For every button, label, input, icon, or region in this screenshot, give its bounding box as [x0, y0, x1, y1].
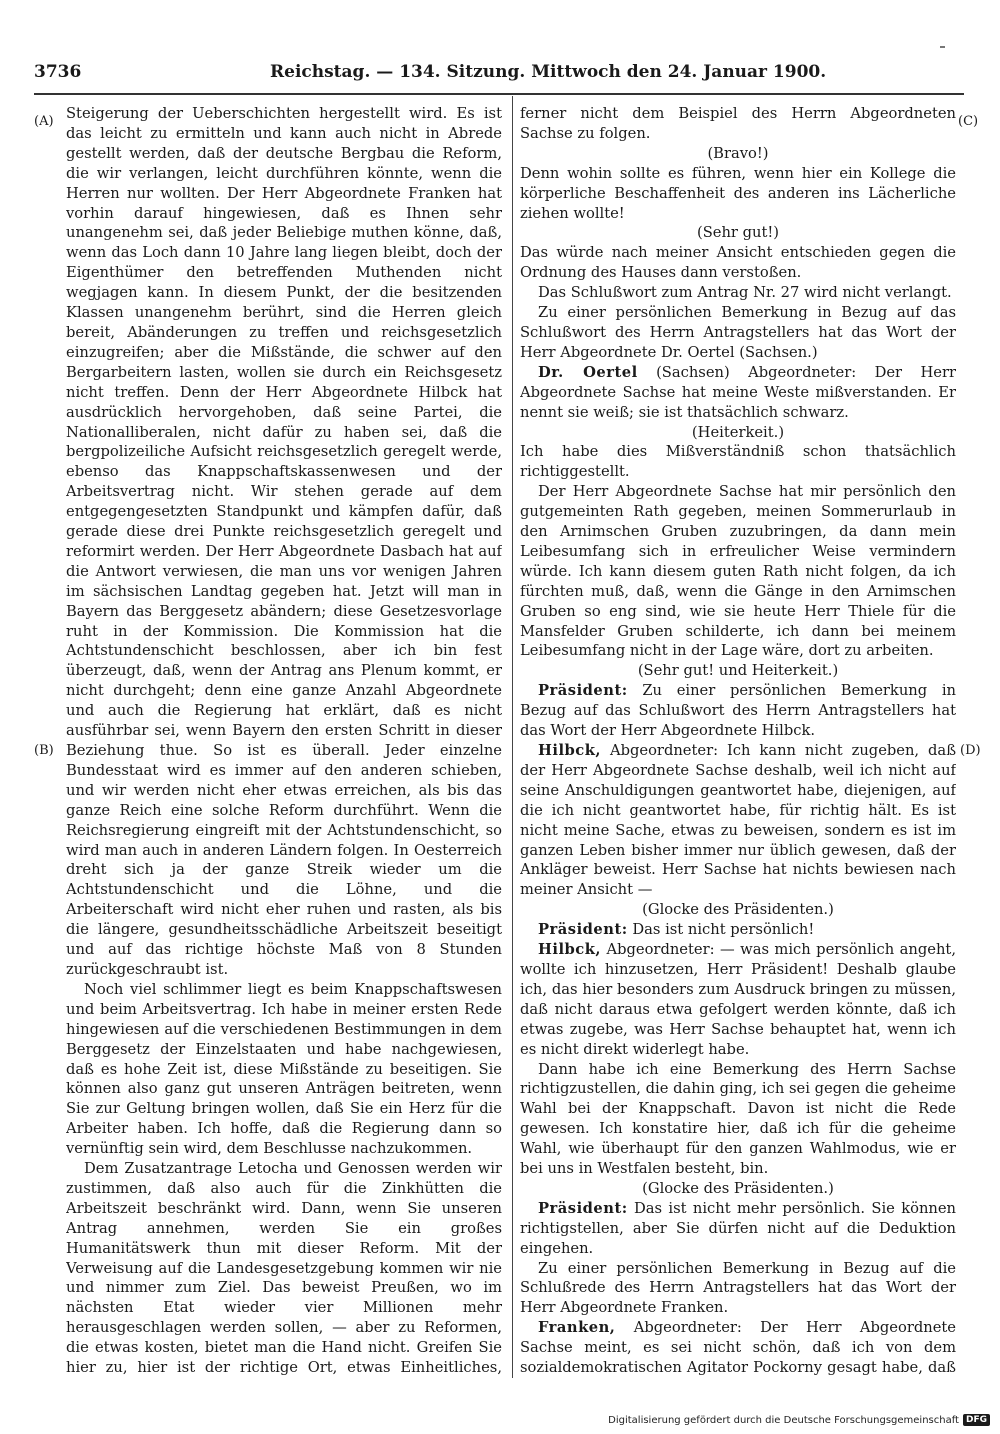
- paragraph: [520, 940, 956, 1059]
- paragraph: [66, 1159, 502, 1378]
- header-rule: [34, 93, 964, 95]
- margin-mark-a: (A): [34, 114, 54, 129]
- paragraph: [520, 303, 956, 363]
- paragraph: [66, 104, 502, 980]
- paragraph-text: Abgeordneter: Der Herr Abgeordnete Sachse meint, es sei nicht schön, daß ich von dem sozialdemokratischen Agitator Pockorny gesagt habe, daß: [520, 1319, 956, 1377]
- page-number: 3736: [34, 62, 82, 82]
- paragraph-text: (Glocke des Präsidenten.): [642, 901, 834, 919]
- column-divider: [512, 96, 513, 1378]
- margin-mark-b: (B): [34, 743, 54, 758]
- speaker-name: Hilbck,: [538, 941, 602, 959]
- right-column: [520, 104, 956, 1378]
- speaker-name: Franken,: [538, 1319, 616, 1337]
- paragraph: [520, 104, 956, 144]
- paragraph: [520, 1259, 956, 1319]
- paragraph: [520, 920, 956, 940]
- paragraph: [520, 1060, 956, 1179]
- page-header: [34, 60, 964, 90]
- paragraph-text: Zu einer persönlichen Bemerkung in Bezug auf das Schlußwort des Herrn Antragstellers hat das Wort der Herr Abgeordnete Dr. Oertel (Sachsen.): [520, 304, 956, 361]
- speaker-name: Präsident:: [538, 682, 628, 700]
- paragraph-text: Abgeordneter: — was mich persönlich angeht, wollte ich hinzusetzen, Herr Präsident! Deshalb glaube ich, das hier besonders zum Ausdruck bringen zu müssen, daß nicht daraus etwa gefolgert werden könnte, daß ich etwas zugebe, was Herr Sachse behauptet hat, wenn ich es nicht direkt widerlegt habe.: [520, 941, 956, 1058]
- paragraph-text: Zu einer persönlichen Bemerkung in Bezug auf das Schlußwort des Herrn Antragstellers hat das Wort der Herr Abgeordnete Hilbck.: [520, 682, 956, 740]
- scan-mark: [940, 46, 945, 48]
- paragraph-text: Dem Zusatzantrage Letocha und Genossen werden wir zustimmen, daß also auch für die Zinkhütten die Arbeitszeit beschränkt wird. Dann, wenn Sie unseren Antrag annehmen, werden Sie ein großes Humanitätswerk thun mit dieser Reform. Mit der Verweisung auf die Landesgesetzgebung kommen wir nie und nimmer zum Ziel. Das beweist Preußen, wo im nächsten Etat wieder vier Millionen mehr herausgeschlagen werden sollen, — aber zu Reformen, die etwas kosten, bietet man die Hand nicht. Greifen Sie hier zu, hier ist der richtige Ort, etwas Einheitliches,: [66, 1160, 502, 1377]
- speaker-name: Dr. Oertel: [538, 363, 638, 381]
- paragraph-text: (Sehr gut!): [696, 224, 780, 242]
- left-column: [66, 104, 502, 1378]
- paragraph-text: Abgeordneter: Ich kann nicht zugeben, daß der Herr Abgeordnete Sachse deshalb, weil ich nicht auf seine Anschuldigungen geantwortet habe, diejenigen, auf die ich nicht geantwortet habe, für richtig hält. Es ist nicht meine Sache, etwas zu beweisen, sondern es ist im ganzen Leben bisher immer nur üblich gewesen, daß der Ankläger beweist. Herr Sachse hat nichts bewiesen nach meiner Ansicht —: [520, 742, 956, 899]
- paragraph: [520, 442, 956, 482]
- paragraph: [520, 223, 956, 243]
- paragraph: [520, 681, 956, 741]
- paragraph: [520, 1179, 956, 1199]
- paragraph-text: Noch viel schlimmer liegt es beim Knappschaftswesen und beim Arbeitsvertrag. Ich habe in meiner ersten Rede hingewiesen auf die verschiedenen Bestimmungen in dem Berggesetz der Einzelstaaten und habe nachgewiesen, daß es hohe Zeit ist, diese Mißstände zu beseitigen. Sie können also ganz gut unseren Anträgen beitreten, wenn Sie zur Geltung bringen wollen, daß Sie ein Herz für die Arbeiter haben. Ich hoffe, daß die Regierung dann so vernünftig sein wird, dem Beschlusse nachzukommen.: [66, 980, 502, 1158]
- paragraph: [66, 980, 502, 1159]
- paragraph: [520, 900, 956, 920]
- paragraph-text: Steigerung der Ueberschichten hergestellt wird. Es ist das leicht zu ermitteln und kann auch nicht in Abrede gestellt werden, daß der deutsche Bergbau die Reform, die wir verlangen, leicht durchführen könnte, wenn die Herren nur wollten. Der Herr Abgeordnete Franken hat vorhin darauf hingewiesen, daß es Ihnen sehr unangenehm sei, daß jeder Beliebige muthen könne, daß, wenn das Loch dann 10 Jahre lang liegen bleibt, doch der Eigenthümer den betreffenden Muthenden nicht wegjagen kann. In diesem Punkt, der die besitzenden Klassen unangenehm berührt, sind die Herren gleich bereit, Abänderungen zu treffen und reichsgesetzlich einzugreifen; aber die Mißstände, die schwer auf den Bergarbeitern lasten, wollen sie durch ein Reichsgesetz nicht treffen. Denn der Herr Abgeordnete Hilbck hat ausdrücklich hervorgehoben, daß seine Partei, die Nationalliberalen, nicht dafür zu haben sei, daß die bergpolizeiliche Aufsicht reichsgesetzlich geregelt werde, ebenso das Knappschaftskassenwesen und der Arbeitsvertrag nicht. Wir stehen gerade auf dem entgegengesetzten Standpunkt und kämpfen dafür, daß gerade diese drei Punkte reichsgesetzlich geregelt und reformirt werden. Der Herr Abgeordnete Dasbach hat auf die Antwort verwiesen, die man uns vor wenigen Jahren im sächsischen Landtag gegeben hat. Jetzt will man in Bayern das Berggesetz abändern; diese Gesetzesvorlage ruht in der Kommission. Die Kommission hat die Achtstundenschicht beschlossen, aber ich bin fest überzeugt, daß, wenn der Antrag ans Plenum kommt, er nicht durchgeht; denn eine ganze Anzahl Abgeordnete und auch die Regierung hat erklärt, daß es nicht ausführbar sei, wenn Bayern den ersten Schritt in dieser Beziehung thue. So ist es überall. Jeder einzelne Bundesstaat wird es immer auf den anderen schieben, und wir werden nicht eher etwas erreichen, als bis das ganze Reich eine solche Reform durchführt. Wenn die Reichsregierung eingreift mit der Achtstundenschicht, so wird man auch in anderen Ländern folgen. In Oesterreich dreht sich ja der ganze Streik wieder um die Achtstundenschicht und die Löhne, und die Arbeiterschaft wird nicht eher ruhen und rasten, als bis die längere, gesundheitsschädliche Arbeitszeit beseitigt und auf das richtige höchste Maß von 8 Stunden zurückgeschraubt ist.: [66, 105, 502, 978]
- speaker-name: Präsident:: [538, 921, 628, 939]
- paragraph-text: ferner nicht dem Beispiel des Herrn Abgeordneten Sachse zu folgen.: [520, 105, 956, 142]
- paragraph: [520, 144, 956, 164]
- paragraph-text: Das würde nach meiner Ansicht entschieden gegen die Ordnung des Hauses dann verstoßen.: [520, 244, 956, 282]
- paragraph: [520, 741, 956, 900]
- footer-credit: [608, 1414, 990, 1426]
- paragraph-text: Das ist nicht mehr persönlich. Sie können richtigstellen, aber Sie dürfen nicht auf die Deduktion eingehen.: [520, 1199, 956, 1257]
- paragraph-text: Dann habe ich eine Bemerkung des Herrn Sachse richtigzustellen, die dahin ging, ich sei gegen die geheime Wahl bei der Knappschaft. Davon ist nicht die Rede gewesen. Ich konstatire hier, daß ich für die geheime Wahl, wie überhaupt für den ganzen Wahlmodus, wie er bei uns in Westfalen besteht, bin.: [520, 1060, 956, 1178]
- paragraph: [520, 661, 956, 681]
- paragraph: [520, 283, 956, 303]
- dfg-logo: DFG: [963, 1414, 990, 1426]
- margin-mark-d: (D): [960, 743, 981, 758]
- paragraph: [520, 482, 956, 661]
- speaker-name: Hilbck,: [538, 742, 602, 759]
- paragraph-text: (Bravo!): [707, 144, 769, 162]
- paragraph-text: Ich habe dies Mißverständniß schon thatsächlich richtiggestellt.: [520, 443, 956, 481]
- running-title: Reichstag. — 134. Sitzung. Mittwoch den 24. Januar 1900.: [270, 62, 827, 82]
- paragraph: [520, 1199, 956, 1259]
- paragraph-text: Denn wohin sollte es führen, wenn hier ein Kollege die körperliche Beschaffenheit des anderen ins Lächerliche ziehen wollte!: [520, 164, 956, 222]
- paragraph-text: Zu einer persönlichen Bemerkung in Bezug auf die Schlußrede des Herrn Antragstellers hat das Wort der Herr Abgeordnete Franken.: [520, 1259, 956, 1317]
- paragraph: [520, 1318, 956, 1378]
- paragraph-text: (Sehr gut! und Heiterkeit.): [637, 662, 839, 680]
- paragraph: [520, 423, 956, 443]
- paragraph-text: (Glocke des Präsidenten.): [642, 1179, 834, 1197]
- paragraph-text: Der Herr Abgeordnete Sachse hat mir persönlich den gutgemeinten Rath gegeben, meinen Sommerurlaub in den Arnimschen Gruben zuzubringen, da dann mein Leibesumfang sich in erfreulicher Weise vermindern würde. Ich kann diesem guten Rath nicht folgen, da ich fürchten muß, daß, wenn die Gänge in den Arnimschen Gruben so eng sind, wie sie heute Herr Thiele für die Mansfelder Gruben schilderte, ich dann bei meinem Leibesumfang nicht in der Lage wäre, dort zu arbeiten.: [520, 483, 956, 660]
- paragraph: [520, 243, 956, 283]
- speaker-name: Präsident:: [538, 1199, 628, 1217]
- margin-mark-c: (C): [958, 114, 979, 129]
- paragraph-text: Das Schlußwort zum Antrag Nr. 27 wird nicht verlangt.: [538, 284, 952, 302]
- paragraph-text: Das ist nicht persönlich!: [632, 921, 815, 939]
- paragraph: [520, 164, 956, 224]
- paragraph: [520, 363, 956, 423]
- paragraph-text: (Sachsen) Abgeordneter: Der Herr Abgeordnete Sachse hat meine Weste mißverstanden. Er nennt sie weiß; sie ist thatsächlich schwarz.: [520, 363, 956, 421]
- paragraph-text: (Heiterkeit.): [691, 423, 785, 441]
- footer-credit-text: Digitalisierung gefördert durch die Deutsche Forschungsgemeinschaft: [608, 1414, 959, 1426]
